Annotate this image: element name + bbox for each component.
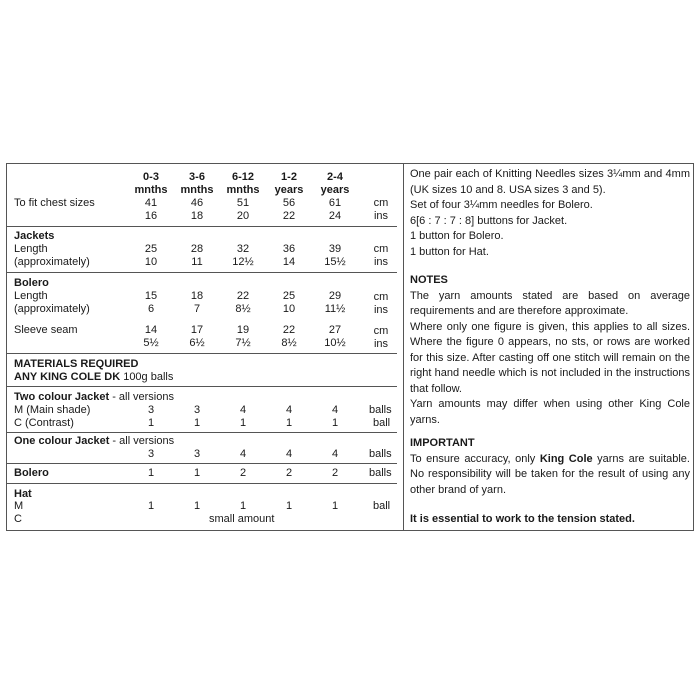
hat-m-unit: ball — [373, 500, 391, 512]
jackets-cm-5: 39 — [328, 243, 342, 255]
two-colour-heading-line — [14, 391, 174, 404]
two-colour-m-3: 4 — [239, 404, 247, 416]
sleeve-cm-4: 22 — [282, 324, 296, 336]
row-separator — [7, 272, 397, 273]
buttons-jacket-text: 6[6 : 7 : 7 : 8] buttons for Jacket. — [410, 214, 568, 227]
hat-c-label: C — [14, 513, 22, 525]
chest-ins-3: 20 — [236, 210, 250, 222]
bolero-cm-1: 15 — [144, 290, 158, 302]
bolero-approx-label: (approximately) — [14, 303, 90, 315]
notes-block — [410, 273, 690, 428]
two-colour-c-3: 1 — [239, 417, 247, 429]
yarn-brand: ANY KING COLE DK — [14, 371, 121, 383]
needles-buttons-block — [410, 167, 690, 260]
tension-block — [410, 512, 690, 528]
one-colour-5: 4 — [331, 448, 339, 460]
row-separator — [7, 483, 397, 484]
hat-m-5: 1 — [331, 500, 339, 512]
bolero-yarn-unit: balls — [369, 467, 392, 479]
bolero-heading: Bolero — [14, 277, 49, 289]
one-colour-heading: One colour Jacket — [14, 435, 110, 447]
hat-c-note: small amount — [209, 513, 275, 525]
jackets-ins-2: 11 — [191, 256, 203, 268]
column-divider — [403, 164, 404, 530]
bolero-cm-3: 22 — [236, 290, 250, 302]
sleeve-cm-1: 14 — [144, 324, 158, 336]
two-colour-m-unit: balls — [369, 404, 392, 416]
two-colour-c-label: C (Contrast) — [14, 417, 74, 429]
chest-cm-unit: cm — [373, 197, 389, 209]
jackets-cm-1: 25 — [144, 243, 158, 255]
row-separator — [7, 226, 397, 227]
jackets-ins-1: 10 — [144, 256, 158, 268]
sleeve-cm-5: 27 — [328, 324, 342, 336]
row-separator — [7, 432, 397, 433]
two-colour-c-unit: ball — [373, 417, 391, 429]
size-header-4: 1-2 — [281, 171, 297, 183]
size-header-4-unit: years — [274, 184, 304, 196]
hat-m-label: M — [14, 500, 24, 512]
one-colour-unit: balls — [369, 448, 392, 460]
two-colour-c-5: 1 — [331, 417, 339, 429]
bolero-yarn-3: 2 — [239, 467, 247, 479]
sleeve-ins-4: 8½ — [281, 337, 297, 349]
jackets-ins-4: 14 — [282, 256, 296, 268]
jackets-ins-unit: ins — [373, 256, 389, 268]
sleeve-cm-3: 19 — [236, 324, 250, 336]
one-colour-2: 3 — [193, 448, 201, 460]
jackets-cm-4: 36 — [282, 243, 296, 255]
buttons-hat-text: 1 button for Hat. — [410, 245, 489, 258]
sleeve-cm-2: 17 — [190, 324, 204, 336]
size-header-5-unit: years — [320, 184, 350, 196]
two-colour-m-1: 3 — [147, 404, 155, 416]
jackets-cm-2: 28 — [190, 243, 204, 255]
bolero-yarn-1: 1 — [147, 467, 155, 479]
bolero-yarn-5: 2 — [331, 467, 339, 479]
chest-cm-1: 41 — [144, 197, 158, 209]
row-separator — [7, 463, 397, 464]
chest-cm-4: 56 — [282, 197, 296, 209]
hat-m-4: 1 — [285, 500, 293, 512]
notes-paragraph-3: Yarn amounts may differ when using other King Cole yarns. — [410, 398, 690, 426]
bolero-cm-4: 25 — [282, 290, 296, 302]
size-header-1-unit: mnths — [134, 184, 168, 196]
important-heading: IMPORTANT — [410, 437, 475, 449]
size-header-3: 6-12 — [231, 171, 255, 183]
materials-yarn — [14, 371, 173, 384]
jackets-ins-3: 12½ — [232, 256, 254, 268]
sleeve-ins-5: 10½ — [324, 337, 346, 349]
hat-m-3: 1 — [239, 500, 247, 512]
tension-note: It is essential to work to the tension stated. — [410, 513, 635, 525]
important-pre: To ensure accuracy, only — [410, 452, 540, 465]
size-header-5: 2-4 — [327, 171, 343, 183]
needles-bolero-text: Set of four 3¼mm needles for Bolero. — [410, 199, 593, 211]
row-separator — [7, 386, 397, 387]
two-colour-m-label: M (Main shade) — [14, 404, 91, 416]
important-block — [410, 436, 690, 498]
needles-text: One pair each of Knitting Needles sizes 3¼mm and 4mm (UK sizes 10 and 8. USA sizes 3 and 5). — [410, 168, 690, 196]
important-paragraph — [410, 452, 690, 499]
bolero-ins-3: 8½ — [235, 303, 251, 315]
row-separator — [7, 353, 397, 354]
sleeve-ins-1: 5½ — [143, 337, 159, 349]
chest-label: To fit chest sizes — [14, 197, 95, 209]
bolero-ins-unit: ins — [373, 304, 389, 316]
one-colour-heading-line — [14, 435, 174, 448]
bolero-ins-1: 6 — [147, 303, 155, 315]
bolero-cm-5: 29 — [328, 290, 342, 302]
two-colour-c-2: 1 — [193, 417, 201, 429]
two-colour-m-5: 4 — [331, 404, 339, 416]
bolero-cm-unit: cm — [373, 291, 389, 303]
bolero-yarn-4: 2 — [285, 467, 293, 479]
chest-cm-3: 51 — [236, 197, 250, 209]
bolero-yarn-2: 1 — [193, 467, 201, 479]
jackets-approx-label: (approximately) — [14, 256, 90, 268]
one-colour-1: 3 — [147, 448, 155, 460]
size-header-2-unit: mnths — [180, 184, 214, 196]
notes-paragraph-2: Where only one figure is given, this applies to all sizes. Where the figure 0 appears, no sts, or rows are worked for this size. After casting off one stitch will remain on the right hand needle which is not included in the instructions that follow. — [410, 320, 690, 395]
important-post: yarns are suitable. No responsibility will be taken for the result of using any other brand of yarn. — [410, 452, 690, 496]
materials-heading: MATERIALS REQUIRED — [14, 358, 139, 370]
important-brand: King Cole — [539, 452, 593, 465]
jackets-heading: Jackets — [14, 230, 55, 242]
bolero-length-label: Length — [14, 290, 48, 302]
notes-heading: NOTES — [410, 274, 448, 286]
chest-ins-1: 16 — [144, 210, 158, 222]
hat-heading: Hat — [14, 488, 32, 500]
two-colour-suffix: - all versions — [109, 391, 174, 403]
sleeve-ins-2: 6½ — [189, 337, 205, 349]
chest-cm-5: 61 — [328, 197, 342, 209]
sleeve-ins-3: 7½ — [235, 337, 251, 349]
hat-m-1: 1 — [147, 500, 155, 512]
buttons-bolero-text: 1 button for Bolero. — [410, 230, 504, 242]
bolero-ins-4: 10 — [282, 303, 296, 315]
jackets-cm-unit: cm — [373, 243, 389, 255]
pattern-info-table — [6, 163, 694, 531]
bolero-cm-2: 18 — [190, 290, 204, 302]
jackets-ins-5: 15½ — [324, 256, 346, 268]
one-colour-suffix: - all versions — [109, 435, 175, 447]
chest-ins-unit: ins — [373, 210, 389, 222]
two-colour-heading: Two colour Jacket — [14, 391, 110, 403]
two-colour-m-2: 3 — [193, 404, 201, 416]
chest-ins-5: 24 — [328, 210, 342, 222]
size-header-3-unit: mnths — [226, 184, 260, 196]
yarn-weight: 100g balls — [120, 371, 174, 383]
one-colour-3: 4 — [239, 448, 247, 460]
sleeve-cm-unit: cm — [373, 325, 389, 337]
two-colour-c-4: 1 — [285, 417, 293, 429]
one-colour-4: 4 — [285, 448, 293, 460]
size-header-1: 0-3 — [143, 171, 159, 183]
jackets-length-label: Length — [14, 243, 48, 255]
bolero-ins-2: 7 — [193, 303, 201, 315]
notes-paragraph-1: The yarn amounts stated are based on average requirements and are therefore approximate. — [410, 289, 690, 317]
size-header-2: 3-6 — [189, 171, 205, 183]
hat-m-2: 1 — [193, 500, 201, 512]
two-colour-m-4: 4 — [285, 404, 293, 416]
sleeve-label: Sleeve seam — [14, 324, 78, 336]
chest-ins-4: 22 — [282, 210, 296, 222]
chest-ins-2: 18 — [190, 210, 204, 222]
bolero-yarn-label: Bolero — [14, 467, 49, 479]
bolero-ins-5: 11½ — [324, 303, 346, 315]
two-colour-c-1: 1 — [147, 417, 155, 429]
chest-cm-2: 46 — [190, 197, 204, 209]
jackets-cm-3: 32 — [236, 243, 250, 255]
sleeve-ins-unit: ins — [373, 338, 389, 350]
